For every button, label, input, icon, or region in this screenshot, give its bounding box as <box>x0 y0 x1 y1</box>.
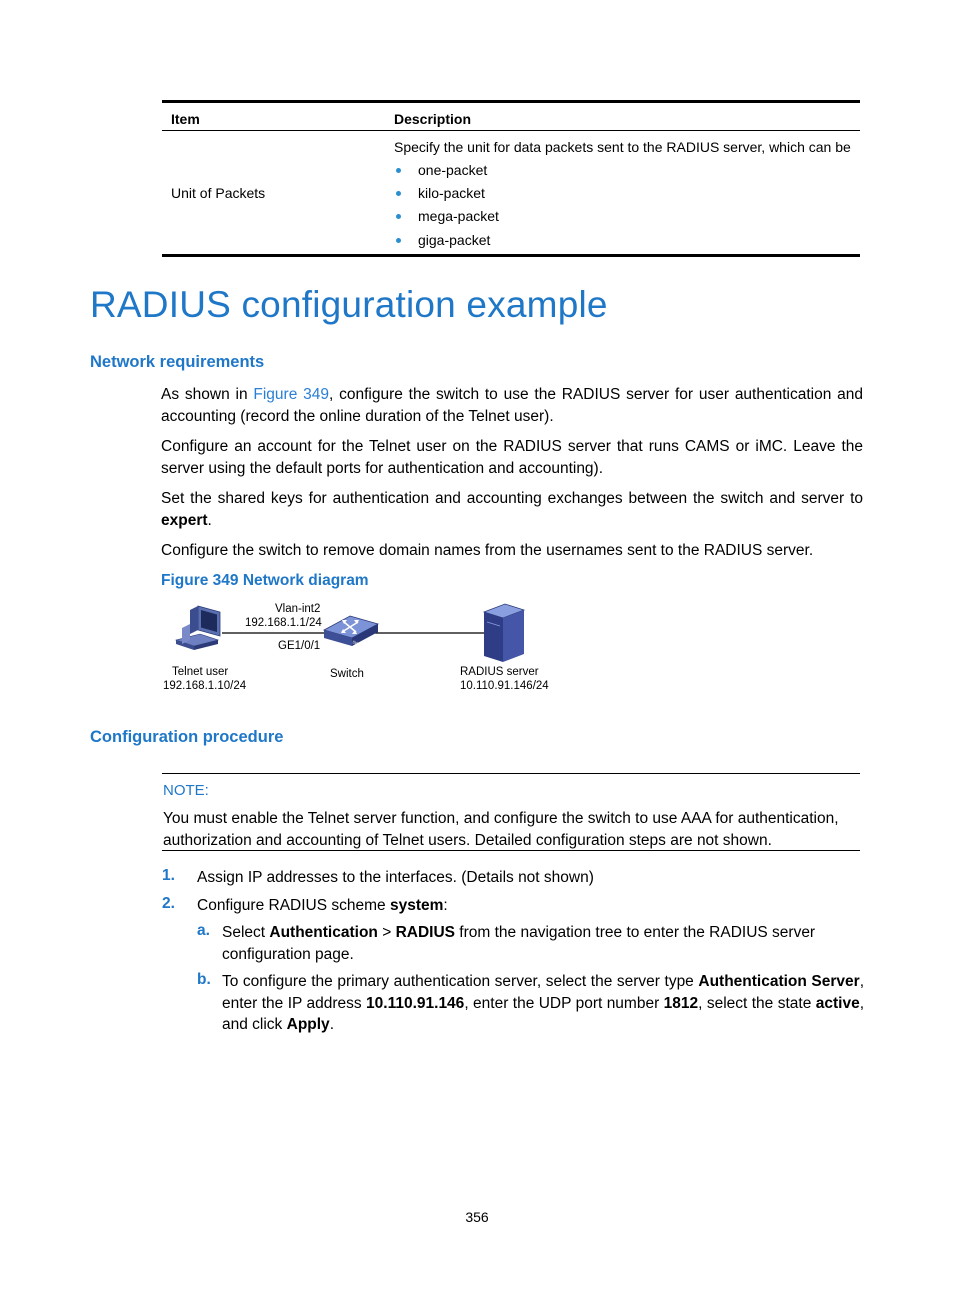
pc-icon <box>176 606 220 650</box>
menu-radius: RADIUS <box>395 924 455 941</box>
paragraph-text: Set the shared keys for authentication and accounting exchanges between the switch and server to <box>161 490 863 507</box>
section-heading-network-requirements: Network requirements <box>90 353 265 371</box>
server-type: Authentication Server <box>698 973 860 990</box>
step-text-part: Configure RADIUS scheme <box>197 897 390 914</box>
paragraph-text: As shown in <box>161 386 254 403</box>
section-heading-configuration-procedure: Configuration procedure <box>90 728 284 746</box>
table-cell-item: Unit of Packets <box>171 185 266 201</box>
substep-text-part: , enter the UDP port number <box>464 994 664 1012</box>
substep-text-part: To configure the primary authentication server, select the server type <box>222 973 699 990</box>
step-text: Assign IP addresses to the interfaces. (Details not shown) <box>197 869 594 886</box>
paragraph-4: Configure the switch to remove domain names from the usernames sent to the RADIUS server. <box>161 542 814 559</box>
table-cell-description: Specify the unit for data packets sent to the RADIUS server, which can be <box>394 139 851 155</box>
substep-text-part: Select <box>222 924 270 941</box>
substep-text-part: , select the state <box>698 994 816 1012</box>
list-item: mega-packet <box>418 208 499 224</box>
apply-label: Apply <box>286 1016 330 1033</box>
table-bottom-rule <box>162 254 860 257</box>
substep-letter: a. <box>197 922 210 939</box>
table-header-description: Description <box>394 111 472 127</box>
list-item: kilo-packet <box>418 185 485 201</box>
list-item: giga-packet <box>418 232 491 248</box>
switch-label: Switch <box>330 668 364 680</box>
menu-authentication: Authentication <box>269 924 378 941</box>
switch-badge-text: SWITCH <box>351 639 369 650</box>
step-text-part: : <box>443 897 448 914</box>
bullet-icon <box>396 168 401 173</box>
substep-text <box>222 971 864 1036</box>
telnet-user-ip: 192.168.1.10/24 <box>163 680 247 692</box>
substep-text-part: from the navigation tree to enter the RADIUS server configuration page. <box>222 924 816 963</box>
telnet-user-label: Telnet user <box>172 666 229 678</box>
substep-text-part: , and click <box>222 994 864 1033</box>
table-header-item: Item <box>171 111 200 127</box>
note-top-rule <box>162 773 860 774</box>
substep-text <box>222 922 822 965</box>
substep-letter: b. <box>197 971 211 988</box>
paragraph-1 <box>161 384 863 427</box>
radius-server-ip: 10.110.91.146/24 <box>460 680 549 692</box>
note-label: NOTE: <box>163 782 209 799</box>
step-number: 1. <box>162 867 175 884</box>
bullet-icon <box>396 238 401 243</box>
shared-key: expert <box>161 511 208 529</box>
step-number: 2. <box>162 895 175 912</box>
ip-address: 10.110.91.146 <box>366 994 465 1012</box>
table-top-rule <box>162 100 860 103</box>
note-bottom-rule <box>162 850 860 851</box>
page-title: RADIUS configuration example <box>90 284 608 325</box>
port-label: GE1/0/1 <box>278 640 321 652</box>
bullet-icon <box>396 191 401 196</box>
bullet-icon <box>396 214 401 219</box>
server-state: active <box>815 994 860 1012</box>
switch-icon <box>324 616 378 649</box>
vlan-label: Vlan-int2 <box>275 603 321 615</box>
substep-text-part: . <box>329 1016 334 1033</box>
scheme-name: system <box>389 897 444 914</box>
step-text <box>197 895 448 917</box>
paragraph-2: Configure an account for the Telnet user on the RADIUS server that runs CAMS or iMC. Leave the server using the default ports for authentication and accounting). <box>161 438 863 477</box>
figure-link[interactable]: Figure 349 <box>253 386 329 403</box>
table-header-rule <box>162 130 860 131</box>
paragraph-text: . <box>207 511 212 529</box>
substep-text-part: > <box>377 924 396 941</box>
vlan-ip: 192.168.1.1/24 <box>245 617 322 629</box>
note-text: You must enable the Telnet server function, and configure the switch to use AAA for authentication, authorization and accounting of Telnet users. Detailed configuration steps are not shown. <box>163 810 839 849</box>
radius-server-label: RADIUS server <box>460 666 539 678</box>
udp-port: 1812 <box>663 994 699 1012</box>
list-item: one-packet <box>418 162 488 178</box>
figure-caption: Figure 349 Network diagram <box>161 572 369 589</box>
paragraph-text: , configure the switch to use the RADIUS server for user authentication and accounting (record the online duration of the Telnet user). <box>161 386 863 425</box>
paragraph-3 <box>161 488 863 531</box>
server-icon <box>484 604 524 662</box>
page-number: 356 <box>465 1209 489 1225</box>
substep-text-part: , enter the IP address <box>222 973 865 1012</box>
